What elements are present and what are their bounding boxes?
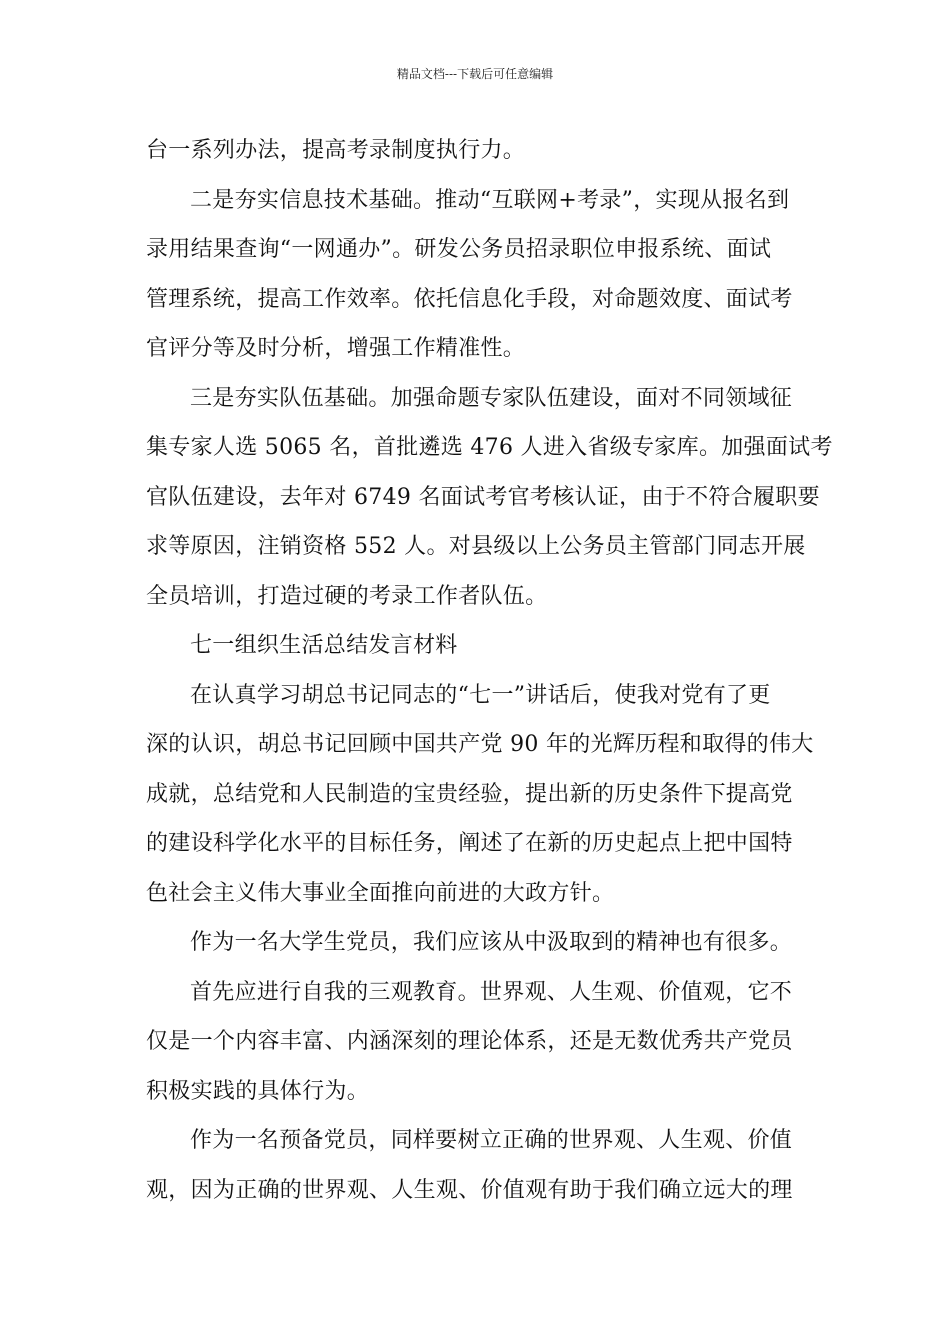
body-line-6: 三是夯实队伍基础。加强命题专家队伍建设，面对不同领域征 — [190, 385, 793, 411]
body-line-8: 官队伍建设，去年对 6749 名面试考官考核认证，由于不符合履职要 — [146, 484, 820, 510]
body-line-10: 全员培训，打造过硬的考录工作者队伍。 — [146, 583, 548, 609]
document-body — [146, 126, 833, 1215]
body-line-1: 台一系列办法，提高考录制度执行力。 — [146, 138, 526, 163]
body-line-15: 的建设科学化水平的目标任务，阐述了在新的历史起点上把中国特 — [146, 831, 793, 856]
body-line-12: 在认真学习胡总书记同志的“七一”讲话后，使我对党有了更 — [190, 682, 771, 708]
body-line-18: 首先应进行自我的三观教育。世界观、人生观、价值观，它不 — [190, 979, 793, 1005]
page-header: 精品文档---下载后可任意编辑 — [396, 67, 554, 81]
section-title: 七一组织生活总结发言材料 — [190, 633, 458, 658]
body-line-19: 仅是一个内容丰富、内涵深刻的理论体系，还是无数优秀共产党员 — [146, 1029, 793, 1054]
body-line-17: 作为一名大学生党员，我们应该从中汲取到的精神也有很多。 — [190, 930, 793, 955]
body-line-7: 集专家人选 5065 名，首批遴选 476 人进入省级专家库。加强面试考 — [146, 435, 833, 460]
body-line-14: 成就，总结党和人民制造的宝贵经验，提出新的历史条件下提高党 — [146, 781, 793, 807]
body-line-16: 色社会主义伟大事业全面推向前进的大政方针。 — [146, 880, 615, 906]
body-line-2: 二是夯实信息技术基础。推动“互联网+考录”，实现从报名到 — [190, 187, 790, 213]
body-line-4: 管理系统，提高工作效率。依托信息化手段，对命题效度、面试考 — [146, 286, 793, 312]
body-line-9: 求等原因，注销资格 552 人。对县级以上公务员主管部门同志开展 — [146, 534, 806, 559]
body-line-20: 积极实践的具体行为。 — [146, 1078, 370, 1104]
body-line-21: 作为一名预备党员，同样要树立正确的世界观、人生观、价值 — [190, 1128, 793, 1153]
body-line-13: 深的认识，胡总书记回顾中国共产党 90 年的光辉历程和取得的伟大 — [146, 732, 814, 757]
body-line-5: 官评分等及时分析，增强工作精准性。 — [146, 336, 526, 361]
body-line-22: 观，因为正确的世界观、人生观、价值观有助于我们确立远大的理 — [146, 1177, 793, 1203]
body-line-3: 录用结果查询“一网通办”。研发公务员招录职位申报系统、面试 — [146, 237, 772, 262]
